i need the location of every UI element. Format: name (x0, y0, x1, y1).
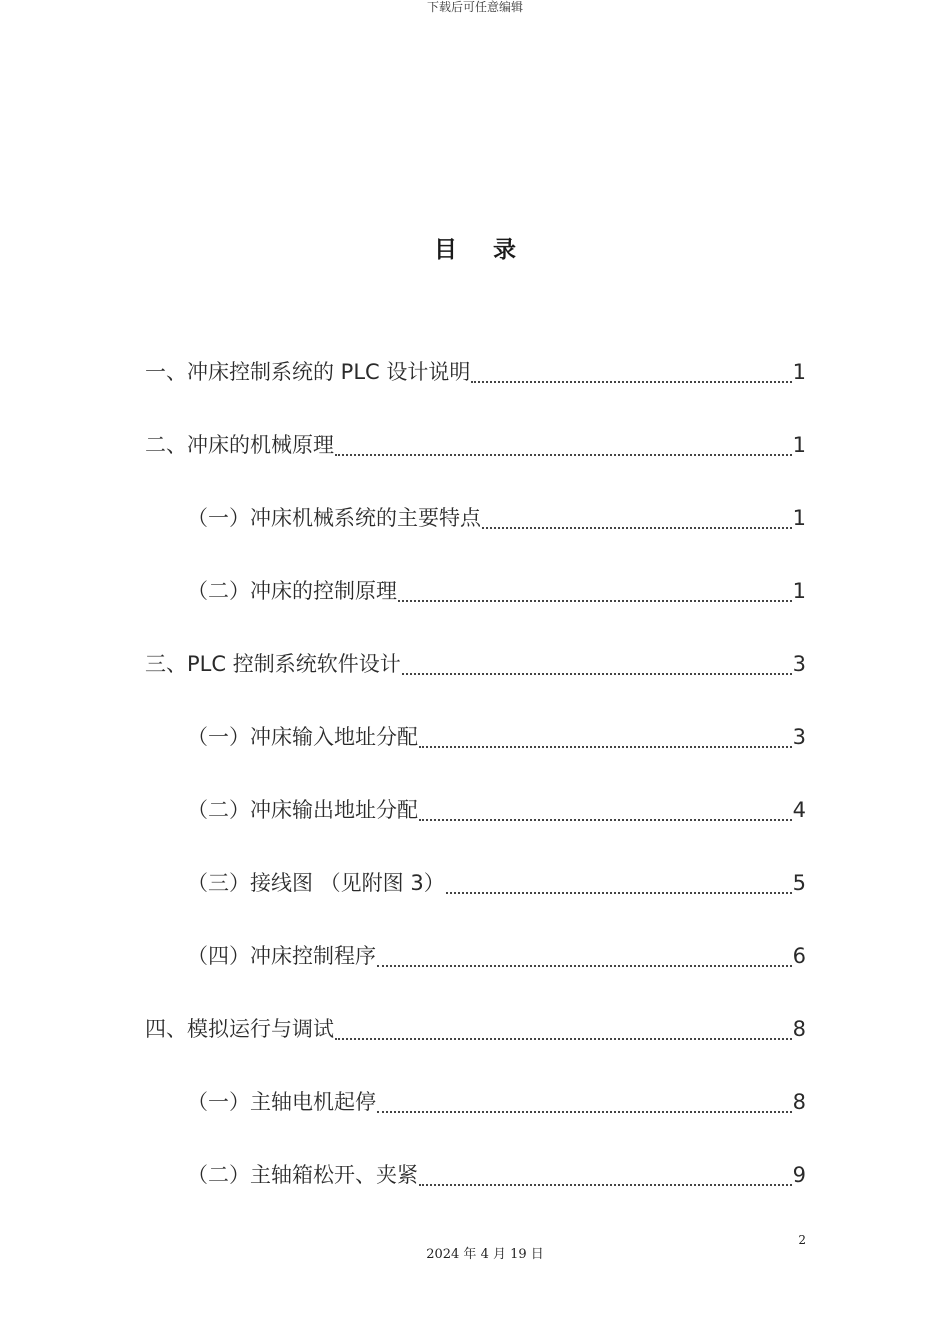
header-note: 下载后可任意编辑 (426, 0, 523, 14)
dot-leader (419, 789, 792, 821)
toc-entry[interactable] (145, 571, 806, 611)
toc-entry-page: 8 (792, 1090, 806, 1114)
dot-leader (419, 716, 792, 748)
toc-entry-page: 9 (792, 1163, 806, 1187)
dot-leader (419, 1154, 792, 1186)
toc-entry-page: 1 (792, 506, 806, 530)
toc-entry-page: 4 (792, 798, 806, 822)
dot-leader (446, 862, 792, 894)
toc-entry-page: 1 (792, 579, 806, 603)
toc-entry-text: （二）冲床输出地址分配 (187, 798, 418, 822)
toc-entry-page: 8 (792, 1017, 806, 1041)
toc-entry-text: 三、PLC 控制系统软件设计 (145, 652, 401, 676)
toc-entry[interactable] (145, 1082, 806, 1122)
toc-entry[interactable] (145, 863, 806, 903)
dot-leader (482, 497, 792, 529)
dot-leader (377, 935, 792, 967)
toc-entry[interactable] (145, 790, 806, 830)
dot-leader (335, 424, 792, 456)
dot-leader (377, 1081, 792, 1113)
toc-entry-text: （四）冲床控制程序 (187, 944, 376, 968)
toc-entry[interactable] (145, 1009, 806, 1049)
dot-leader (398, 570, 792, 602)
toc-entry-page: 6 (792, 944, 806, 968)
toc-entry[interactable] (145, 352, 806, 392)
toc-entry-page: 1 (792, 433, 806, 457)
dot-leader (471, 351, 791, 383)
toc-entry-text: （一）冲床输入地址分配 (187, 725, 418, 749)
toc-entry[interactable] (145, 717, 806, 757)
toc-entry-text: （二）冲床的控制原理 (187, 579, 397, 603)
toc-entry[interactable] (145, 498, 806, 538)
dot-leader (402, 643, 792, 675)
toc-entry[interactable] (145, 936, 806, 976)
toc-entry-text: （二）主轴箱松开、夹紧 (187, 1163, 418, 1187)
toc-entry-page: 1 (792, 360, 806, 384)
toc-entry-text: 二、冲床的机械原理 (145, 433, 334, 457)
toc-entry-text: （一）主轴电机起停 (187, 1090, 376, 1114)
toc-entry[interactable] (145, 425, 806, 465)
toc-entry-page: 3 (792, 652, 806, 676)
toc-title: 目 录 (433, 237, 530, 263)
toc-entry-page: 3 (792, 725, 806, 749)
page-number: 2 (798, 1233, 806, 1247)
toc-entry-text: （一）冲床机械系统的主要特点 (187, 506, 481, 530)
toc-entry[interactable] (145, 644, 806, 684)
toc-entry-text: 一、冲床控制系统的 PLC 设计说明 (145, 360, 471, 384)
toc-entry-page: 5 (792, 871, 806, 895)
dot-leader (335, 1008, 792, 1040)
toc-entry-text: 四、模拟运行与调试 (145, 1017, 334, 1041)
table-of-contents (145, 352, 806, 1228)
toc-entry[interactable] (145, 1155, 806, 1195)
footer-date: 2024 年 4 月 19 日 (426, 1247, 544, 1262)
toc-entry-text: （三）接线图 （见附图 3） (187, 871, 445, 895)
